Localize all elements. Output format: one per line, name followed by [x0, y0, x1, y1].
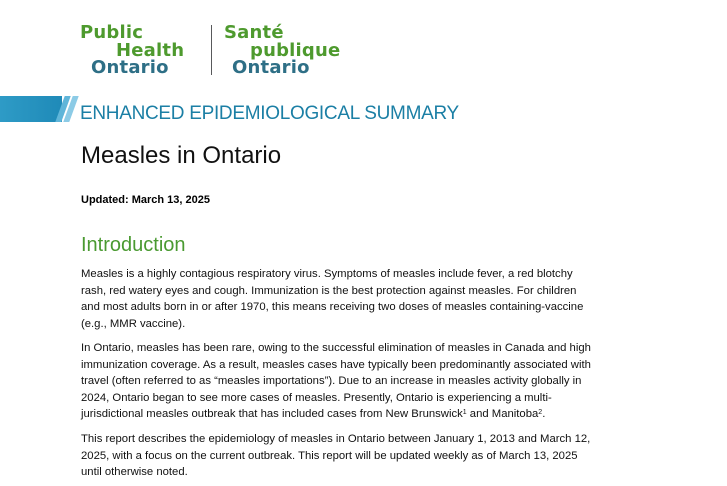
logo-fr-publique: publique — [250, 40, 341, 61]
text-fragment: jurisdictional measles outbreak that has included cases from New Brunswick — [81, 408, 463, 420]
text-line: Measles is a highly contagious respiratory virus. Symptoms of measles include fever, a red blotchy — [81, 268, 573, 280]
text-line: This report describes the epidemiology of measles in Ontario between January 1, 2013 and March 12, — [81, 433, 591, 445]
intro-paragraph-2 — [81, 340, 661, 423]
logo-en-ontario: Ontario — [91, 57, 169, 78]
public-health-ontario-logo — [80, 22, 380, 78]
logo-divider — [211, 25, 212, 75]
page-title: Measles in Ontario — [81, 142, 282, 169]
text-line: immunization coverage. As a result, measles cases have typically been predominantly associated with — [81, 358, 591, 371]
logo-en-health: Health — [116, 40, 185, 61]
logo-fr-ontario: Ontario — [232, 57, 310, 78]
footnote-ref-1[interactable]: 1 — [462, 409, 467, 416]
text-line: In Ontario, measles has been rare, owing to the successful elimination of measles in Canada and high — [81, 342, 591, 354]
summary-heading: ENHANCED EPIDEMIOLOGICAL SUMMARY — [80, 103, 459, 124]
text-line — [81, 406, 661, 423]
text-line: and most adults born in or after 1970, this means receiving two doses of measles containing-vaccine — [81, 301, 584, 313]
text-fragment: . — [542, 408, 546, 420]
logo-fr-sante: Santé — [224, 22, 284, 43]
text-line: rash, red watery eyes and cough. Immunization is the best protection against measles. For children — [81, 284, 577, 297]
introduction-heading: Introduction — [81, 234, 186, 256]
intro-paragraph-1 — [81, 266, 661, 332]
updated-date: Updated: March 13, 2025 — [81, 194, 210, 206]
text-line: (e.g., MMR vaccine). — [81, 317, 186, 330]
intro-paragraph-3 — [81, 431, 661, 481]
text-line: until otherwise noted. — [81, 466, 188, 478]
text-line: 2025, with a focus on the current outbreak. This report will be updated weekly as of March 13, 2025 — [81, 449, 578, 462]
footnote-ref-2[interactable]: 2 — [538, 409, 543, 416]
logo-en-public: Public — [80, 22, 144, 43]
text-fragment: and Manitoba — [466, 408, 539, 420]
banner-bar — [0, 96, 62, 122]
text-line: 2024, Ontario began to see more cases of measles. Presently, Ontario is experiencing a multi- — [81, 391, 552, 404]
text-line: travel (often referred to as “measles importations”). Due to an increase in measles activity globally in — [81, 375, 582, 387]
